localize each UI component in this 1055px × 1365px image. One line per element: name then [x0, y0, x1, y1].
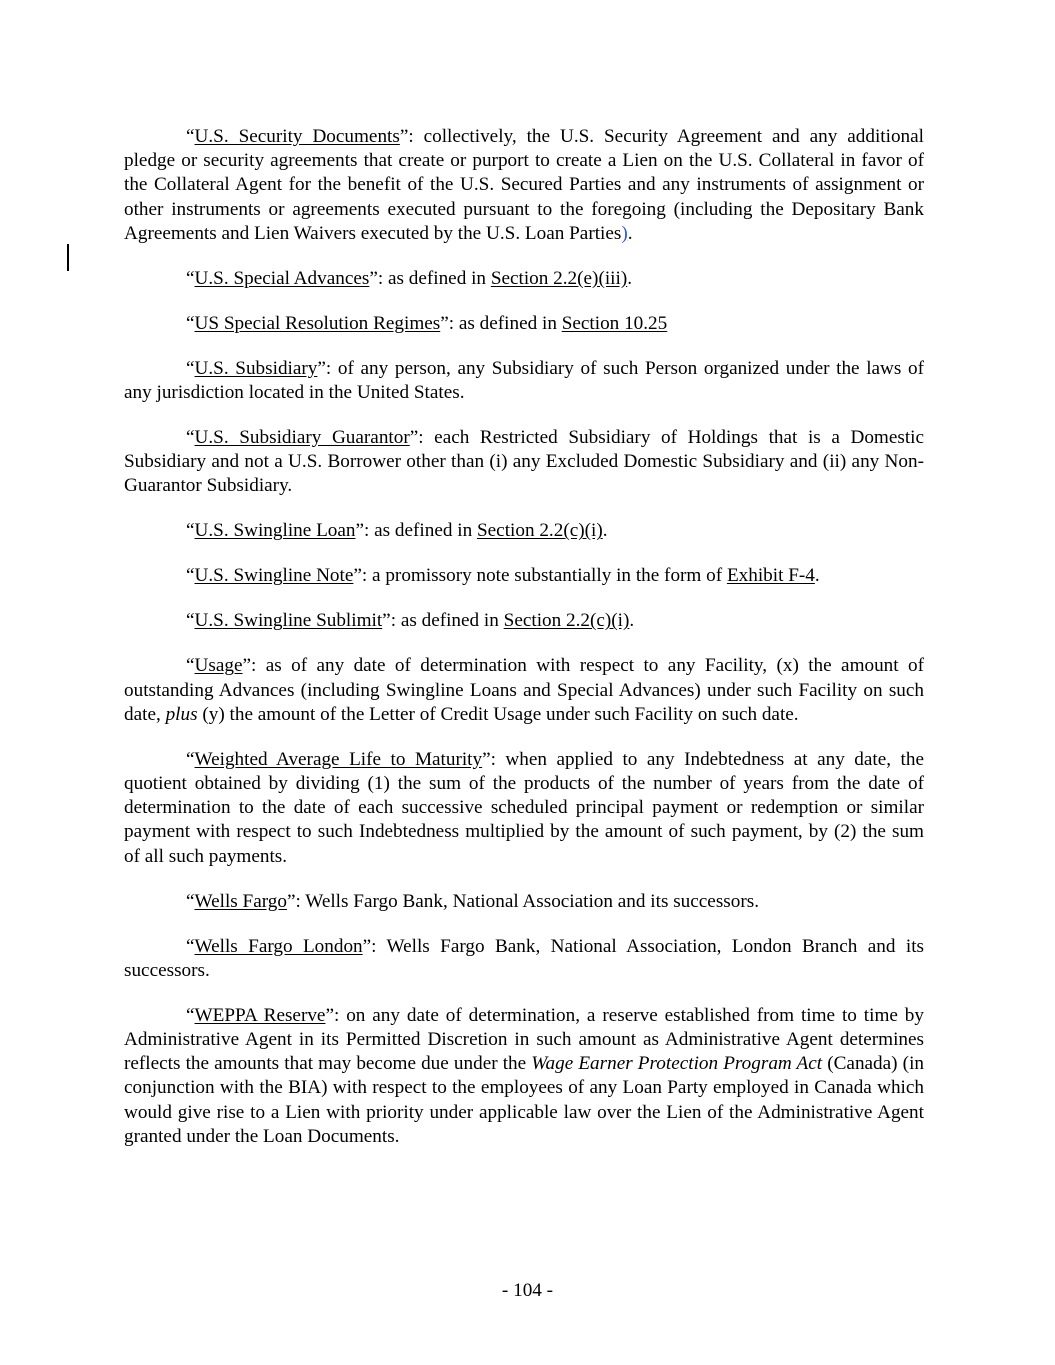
- defined-term: U.S. Swingline Sublimit: [194, 610, 383, 632]
- defined-term: Usage: [194, 655, 243, 677]
- emphasis: Wage Earner Protection Program Act: [531, 1053, 823, 1075]
- tracked-change-link[interactable]: ): [621, 222, 628, 244]
- emphasis: plus: [165, 703, 198, 725]
- defined-term: U.S. Swingline Note: [194, 565, 354, 587]
- defined-term: U.S. Subsidiary Guarantor: [194, 427, 410, 449]
- defined-term: Wells Fargo: [194, 890, 287, 912]
- section-reference: Section 2.2(c)(i): [476, 520, 603, 542]
- defined-term: Weighted Average Life to Maturity: [194, 748, 483, 770]
- definition-wells-fargo-london: “Wells Fargo London”: Wells Fargo Bank, National Association, London Branch and its successors.: [124, 935, 924, 981]
- definition-wells-fargo: “Wells Fargo”: Wells Fargo Bank, National Association and its successors.: [186, 890, 760, 912]
- section-reference: Section 2.2(c)(i): [503, 610, 630, 632]
- revision-change-bar: [67, 244, 69, 271]
- document-body: [124, 125, 924, 1170]
- defined-term: WEPPA Reserve: [194, 1004, 326, 1026]
- defined-term: U.S. Security Documents: [194, 126, 400, 147]
- defined-term: Wells Fargo London: [194, 935, 363, 957]
- definition-weppa-reserve: “WEPPA Reserve”: on any date of determination, a reserve established from time to time by Administrative Agent in its Permitted Discretion in such amount as Administrative Agent determines reflects the amounts that may become due under the Wage Earner Protection Program Act (Canada) (in conjunction with the BIA) with respect to the employees of any Loan Party employed in Canada which would give rise to a Lien with priority under applicable law over the Lien of the Administrative Agent granted under the Loan Documents.: [124, 1004, 924, 1147]
- definition-us-swingline-loan: “U.S. Swingline Loan”: as defined in Section 2.2(c)(i).: [186, 520, 608, 542]
- definition-us-swingline-note: “U.S. Swingline Note”: a promissory note substantially in the form of Exhibit F-4.: [186, 565, 820, 587]
- definition-us-subsidiary: “U.S. Subsidiary”: of any person, any Subsidiary of such Person organized under the laws of any jurisdiction located in the United States.: [124, 357, 924, 404]
- section-reference: Section 10.25: [561, 312, 668, 334]
- definition-us-special-resolution-regimes: “US Special Resolution Regimes”: as defined in Section 10.25: [186, 312, 668, 334]
- definition-usage: “Usage”: as of any date of determination with respect to any Facility, (x) the amount of outstanding Advances (including Swingline Loans and Special Advances) under such Facility on such date, plus (y) the amount of the Letter of Credit Usage under such Facility on such date.: [124, 655, 924, 725]
- definition-weighted-average-life-to-maturity: “Weighted Average Life to Maturity”: when applied to any Indebtedness at any date, the quotient obtained by dividing (1) the sum of the products of the number of years from the date of determination to the date of each successive scheduled principal payment or redemption or similar payment with respect to such Indebtedness multiplied by the amount of such payment, by (2) the sum of all such payments.: [124, 748, 924, 867]
- defined-term: U.S. Swingline Loan: [194, 520, 356, 542]
- definition-us-security-documents: “U.S. Security Documents”: collectively, the U.S. Security Agreement and any additional pledge or security agreements that create or purport to create a Lien on the U.S. Collateral in favor of the Collateral Agent for the benefit of the U.S. Secured Parties and any instruments of assignment or other instruments or agreements executed pursuant to the foregoing (including the Depositary Bank Agreements and Lien Waivers executed by the U.S. Loan Parties).: [124, 126, 924, 244]
- defined-term: U.S. Subsidiary: [194, 357, 318, 379]
- section-reference: Section 2.2(e)(iii): [490, 267, 628, 289]
- definition-us-swingline-sublimit: “U.S. Swingline Sublimit”: as defined in Section 2.2(c)(i).: [186, 610, 635, 632]
- defined-term: U.S. Special Advances: [194, 267, 370, 289]
- definition-us-special-advances: “U.S. Special Advances”: as defined in Section 2.2(e)(iii).: [186, 267, 633, 289]
- defined-term: US Special Resolution Regimes: [194, 312, 441, 334]
- definition-us-subsidiary-guarantor: “U.S. Subsidiary Guarantor”: each Restricted Subsidiary of Holdings that is a Domestic Subsidiary and not a U.S. Borrower other than (i) any Excluded Domestic Subsidiary and (ii) any Non-Guarantor Subsidiary.: [124, 427, 925, 497]
- page-number: - 104 -: [501, 1280, 554, 1301]
- exhibit-reference: Exhibit F-4: [726, 565, 815, 587]
